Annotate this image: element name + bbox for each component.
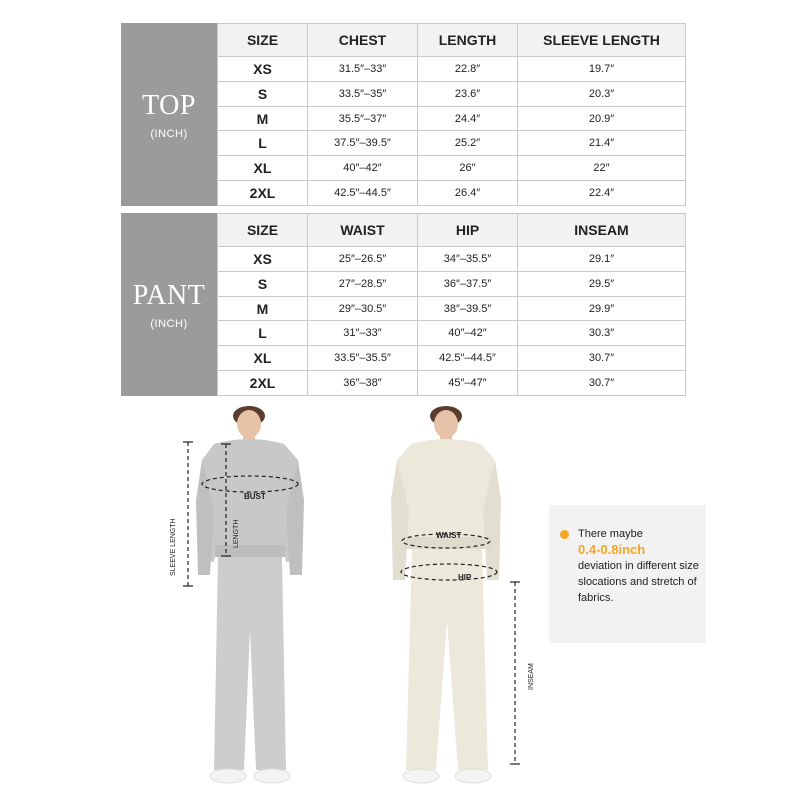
table-row — [218, 371, 686, 396]
length-cell: 26″ — [418, 156, 518, 181]
length-cell: 26.4″ — [418, 181, 518, 206]
waist-label: WAIST — [436, 531, 462, 540]
chest-cell: 31.5″–33″ — [308, 57, 418, 82]
waist-cell: 29″–30.5″ — [308, 296, 418, 321]
sleeve-length-cell: 22.4″ — [518, 181, 686, 206]
waist-cell: 31″–33″ — [308, 321, 418, 346]
waist-cell: 36″–38″ — [308, 371, 418, 396]
hip-cell: 42.5″–44.5″ — [418, 346, 518, 371]
pant-side-panel — [121, 213, 217, 396]
note-line1: There maybe — [578, 528, 643, 540]
table-row — [218, 81, 686, 106]
pant-title: PANT — [132, 279, 206, 311]
chest-cell: 40″–42″ — [308, 156, 418, 181]
bust-label: BUST — [244, 492, 266, 501]
length-cell: 23.6″ — [418, 81, 518, 106]
top-unit: (INCH) — [150, 127, 188, 140]
length-cell: 22.8″ — [418, 57, 518, 82]
note-highlight: 0.4-0.8inch — [578, 542, 646, 557]
size-cell: XL — [218, 346, 308, 371]
hip-cell: 40″–42″ — [418, 321, 518, 346]
table-row — [218, 57, 686, 82]
top-header-length: LENGTH — [418, 24, 518, 57]
chest-cell: 35.5″–37″ — [308, 106, 418, 131]
top-header-chest: CHEST — [308, 24, 418, 57]
pant-size-table — [121, 213, 686, 396]
top-title: TOP — [142, 89, 196, 121]
cream-model — [391, 406, 535, 783]
pant-header-size: SIZE — [218, 214, 308, 247]
length-cell: 25.2″ — [418, 131, 518, 156]
table-row — [218, 247, 686, 272]
pant-header-waist: WAIST — [308, 214, 418, 247]
pant-unit: (INCH) — [150, 317, 188, 330]
inseam-cell: 29.9″ — [518, 296, 686, 321]
pant-header-inseam: INSEAM — [518, 214, 686, 247]
top-size-table — [121, 23, 686, 206]
table-row — [218, 156, 686, 181]
chest-cell: 42.5″–44.5″ — [308, 181, 418, 206]
table-row — [218, 271, 686, 296]
sleeve-length-cell: 21.4″ — [518, 131, 686, 156]
size-cell: S — [218, 271, 308, 296]
chest-cell: 37.5″–39.5″ — [308, 131, 418, 156]
size-cell: L — [218, 321, 308, 346]
waist-cell: 25″–26.5″ — [308, 247, 418, 272]
note-text — [578, 526, 700, 606]
note-line2: deviation in different size slocations and stretch of fabrics. — [578, 560, 699, 604]
waist-cell: 27″–28.5″ — [308, 271, 418, 296]
hip-cell: 38″–39.5″ — [418, 296, 518, 321]
hip-label: HIP — [458, 573, 472, 582]
table-row — [218, 296, 686, 321]
table-row — [218, 106, 686, 131]
size-cell: S — [218, 81, 308, 106]
top-header-size: SIZE — [218, 24, 308, 57]
size-cell: XS — [218, 57, 308, 82]
pant-table-grid — [217, 213, 686, 396]
hip-cell: 36″–37.5″ — [418, 271, 518, 296]
size-cell: L — [218, 131, 308, 156]
sleeve-length-cell: 19.7″ — [518, 57, 686, 82]
top-table-header-row — [218, 24, 686, 57]
size-cell: M — [218, 296, 308, 321]
deviation-note — [549, 505, 706, 643]
size-cell: 2XL — [218, 181, 308, 206]
hip-cell: 45″–47″ — [418, 371, 518, 396]
length-label: LENGTH — [233, 519, 240, 548]
inseam-cell: 30.7″ — [518, 371, 686, 396]
table-row — [218, 181, 686, 206]
sleeve-length-label: SLEEVE LENGTH — [170, 518, 177, 576]
pant-table-header-row — [218, 214, 686, 247]
chest-cell: 33.5″–35″ — [308, 81, 418, 106]
grey-model — [170, 406, 304, 783]
inseam-label: INSEAM — [528, 663, 535, 690]
table-row — [218, 346, 686, 371]
size-cell: XL — [218, 156, 308, 181]
length-cell: 24.4″ — [418, 106, 518, 131]
sleeve-length-cell: 20.9″ — [518, 106, 686, 131]
sleeve-length-cell: 22″ — [518, 156, 686, 181]
inseam-cell: 29.5″ — [518, 271, 686, 296]
bullet-dot-icon — [560, 530, 569, 539]
inseam-cell: 29.1″ — [518, 247, 686, 272]
size-cell: 2XL — [218, 371, 308, 396]
size-cell: XS — [218, 247, 308, 272]
pant-header-hip: HIP — [418, 214, 518, 247]
top-table-grid — [217, 23, 686, 206]
top-side-panel — [121, 23, 217, 206]
sleeve-length-cell: 20.3″ — [518, 81, 686, 106]
inseam-cell: 30.3″ — [518, 321, 686, 346]
table-row — [218, 321, 686, 346]
top-header-sleeve-length: SLEEVE LENGTH — [518, 24, 686, 57]
table-row — [218, 131, 686, 156]
hip-cell: 34″–35.5″ — [418, 247, 518, 272]
waist-cell: 33.5″–35.5″ — [308, 346, 418, 371]
size-cell: M — [218, 106, 308, 131]
inseam-cell: 30.7″ — [518, 346, 686, 371]
